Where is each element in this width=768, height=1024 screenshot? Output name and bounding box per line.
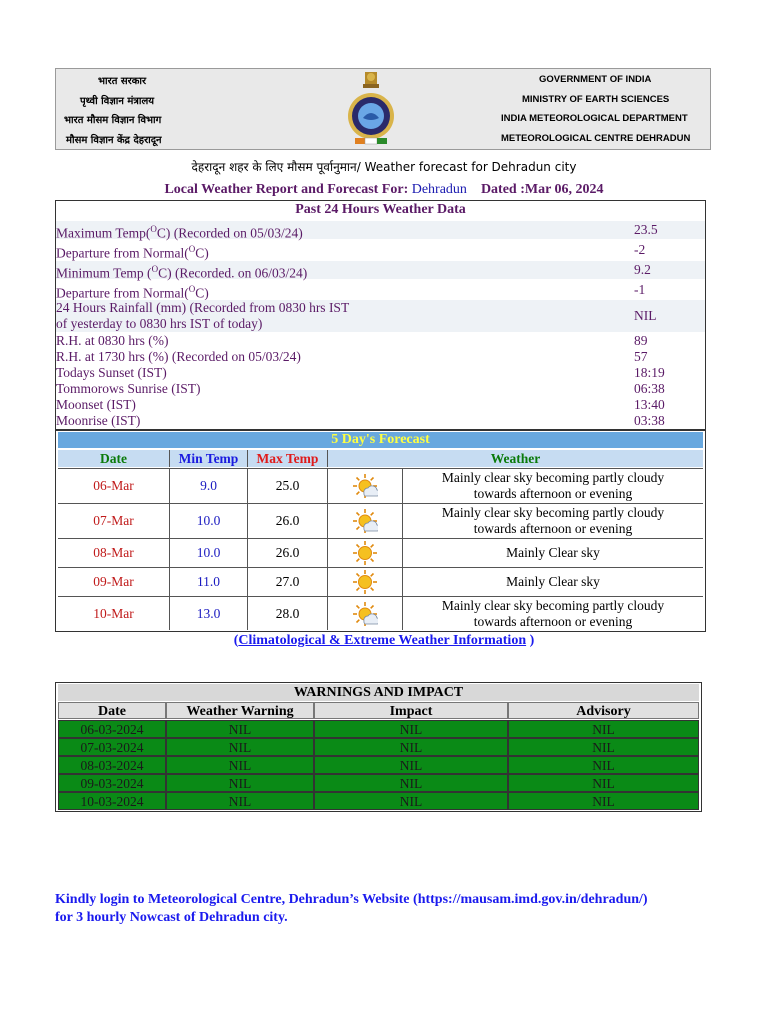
sunset-value: 18:19 [634, 365, 665, 380]
forecast-min-cell: 10.0 [170, 539, 248, 567]
forecast-row [58, 538, 703, 567]
clim-close-paren: ) [526, 633, 535, 648]
forecast-row [58, 503, 703, 538]
forecast-max-cell: 28.0 [248, 597, 328, 630]
imd-emblem-logo [345, 70, 397, 148]
warnings-cell-advisory: NIL [508, 792, 699, 810]
forecast-title: 5 Day's Forecast [58, 432, 703, 448]
min-departure-value: -1 [634, 282, 646, 297]
warnings-cell-impact: NIL [314, 774, 508, 792]
forecast-date-cell: 09-Mar [58, 568, 170, 596]
warnings-cell-date: 08-03-2024 [58, 756, 166, 774]
warnings-title: WARNINGS AND IMPACT [58, 684, 699, 701]
warnings-cell-impact: NIL [314, 720, 508, 738]
weather-text-line-2: towards afternoon or evening [473, 521, 633, 536]
forecast-row [58, 567, 703, 596]
footer-note [55, 891, 725, 927]
header-english-line-4: METEOROLOGICAL CENTRE DEHRADUN [501, 133, 691, 144]
clear-sun-icon [328, 568, 403, 596]
forecast-row [58, 468, 703, 503]
forecast-min-cell: 10.0 [170, 504, 248, 538]
climatological-link[interactable]: Climatological & Extreme Weather Information [238, 633, 527, 648]
past-row-max-departure: Departure from Normal($^O$C) -2 [56, 242, 646, 261]
warnings-cell-advisory: NIL [508, 738, 699, 756]
subtitle-english: Weather forecast for Dehradun city [360, 160, 577, 174]
past-row-min-temp: Minimum Temp ($^O$C) (Recorded. on 06/03/24) 9.2 [56, 261, 705, 279]
forecast-min-cell: 13.0 [170, 597, 248, 630]
weather-text-line-2: towards afternoon or evening [473, 613, 633, 629]
header-hindi-line-1: भारत सरकार [98, 76, 147, 87]
subtitle-separator: / [356, 160, 361, 174]
partly-cloudy-sun-icon [328, 504, 403, 538]
subtitle-hindi: देहरादून शहर के लिए मौसम पूर्वानुमान [191, 160, 357, 174]
forecast-header-max: Max Temp [248, 450, 328, 467]
forecast-weather-cell [403, 568, 703, 596]
past-row-rh-1730: R.H. at 1730 hrs (%) (Recorded on 05/03/24) 57 [56, 349, 648, 364]
forecast-date-cell: 07-Mar [58, 504, 170, 538]
forecast-date-cell: 06-Mar [58, 469, 170, 503]
forecast-header-weather: Weather [490, 451, 541, 466]
forecast-header-date: Date [58, 450, 170, 467]
past-row-sunset: Todays Sunset (IST) 18:19 [56, 365, 665, 380]
warnings-cell-advisory: NIL [508, 756, 699, 774]
warnings-cell-date: 10-03-2024 [58, 792, 166, 810]
weather-text-line-1: Mainly clear sky becoming partly cloudy [441, 470, 665, 485]
report-date: Dated :Mar 06, 2024 [480, 182, 604, 197]
partly-cloudy-sun-icon [328, 597, 403, 630]
forecast-weather-cell [403, 469, 703, 503]
report-prefix: Local Weather Report and Forecast For: [164, 182, 409, 197]
forecast-max-cell: 27.0 [248, 568, 328, 596]
past-row-sunrise: Tommorows Sunrise (IST) 06:38 [56, 381, 665, 396]
warnings-cell-warning: NIL [166, 738, 314, 756]
rainfall-value: NIL [634, 308, 657, 323]
forecast-max-cell: 26.0 [248, 504, 328, 538]
min-temp-value: 9.2 [634, 262, 651, 277]
report-title [0, 182, 768, 198]
warnings-cell-advisory: NIL [508, 720, 699, 738]
forecast-weather-cell [403, 539, 703, 567]
warnings-cell-impact: NIL [314, 738, 508, 756]
header-english-line-1: GOVERNMENT OF INDIA [539, 74, 652, 85]
report-city: Dehradun [411, 182, 467, 197]
weather-text-line-2: towards afternoon or evening [473, 486, 633, 501]
warnings-cell-impact: NIL [314, 792, 508, 810]
past-row-moonset: Moonset (IST) 13:40 [56, 397, 665, 412]
warnings-cell-date: 09-03-2024 [58, 774, 166, 792]
rh-1730-value: 57 [634, 349, 648, 364]
forecast-panel [55, 430, 706, 632]
forecast-weather-cell [403, 504, 703, 538]
weather-text-line-1: Mainly Clear sky [506, 574, 600, 589]
forecast-header-row [58, 450, 703, 467]
past-row-rainfall: 24 Hours Rainfall (mm) (Recorded from 0830 hrs IST of yesterday to 0830 hrs IST of today) NIL [56, 300, 705, 332]
warnings-cell-date: 06-03-2024 [58, 720, 166, 738]
past-row-moonrise: Moonrise (IST) 03:38 [56, 413, 665, 428]
footer-line-2: for 3 hourly Nowcast of Dehradun city. [55, 910, 288, 925]
max-temp-value: 23.5 [634, 222, 658, 237]
max-departure-value: -2 [634, 242, 646, 257]
header-hindi-line-4: मौसम विज्ञान केंद्र देहरादून [66, 135, 162, 146]
header-box [55, 68, 711, 150]
moonset-value: 13:40 [634, 397, 665, 412]
warnings-cell-advisory: NIL [508, 774, 699, 792]
forecast-max-cell: 25.0 [248, 469, 328, 503]
page-subtitle [0, 158, 768, 175]
weather-text-line-1: Mainly clear sky becoming partly cloudy [441, 597, 665, 613]
warnings-header-advisory: Advisory [508, 702, 699, 719]
weather-text-line-1: Mainly clear sky becoming partly cloudy [441, 505, 665, 520]
warnings-cell-warning: NIL [166, 720, 314, 738]
past-row-rh-0830: R.H. at 0830 hrs (%) 89 [56, 333, 648, 348]
partly-cloudy-sun-icon [328, 469, 403, 503]
warnings-header-warning: Weather Warning [166, 702, 314, 719]
past-row-max-temp: Maximum Temp($^O$C) (Recorded on 05/03/24) 23.5 [56, 221, 705, 239]
warnings-cell-warning: NIL [166, 792, 314, 810]
forecast-header-min: Min Temp [170, 450, 248, 467]
past-24-hours-panel [55, 200, 706, 430]
warnings-header-impact: Impact [314, 702, 508, 719]
header-english-line-3: INDIA METEOROLOGICAL DEPARTMENT [501, 113, 688, 124]
warnings-panel [55, 682, 702, 812]
forecast-min-cell: 11.0 [170, 568, 248, 596]
climatological-line [0, 633, 768, 649]
warnings-header-date: Date [58, 702, 166, 719]
header-hindi-line-2: पृथ्वी विज्ञान मंत्रालय [80, 96, 155, 107]
forecast-max-cell: 26.0 [248, 539, 328, 567]
forecast-min-cell: 9.0 [170, 469, 248, 503]
warnings-cell-warning: NIL [166, 756, 314, 774]
forecast-row [58, 596, 703, 630]
forecast-date-cell: 08-Mar [58, 539, 170, 567]
header-hindi-line-3: भारत मौसम विज्ञान विभाग [64, 115, 162, 126]
moonrise-value: 03:38 [634, 413, 665, 428]
clear-sun-icon [328, 539, 403, 567]
forecast-weather-cell [403, 597, 703, 630]
past-24-title: Past 24 Hours Weather Data [295, 202, 466, 217]
header-english-line-2: MINISTRY OF EARTH SCIENCES [522, 94, 670, 105]
warnings-cell-impact: NIL [314, 756, 508, 774]
sunrise-value: 06:38 [634, 381, 665, 396]
footer-line-1[interactable]: Kindly login to Meteorological Centre, Dehradun’s Website (https://mausam.imd.gov.in/dehradun/) [55, 892, 648, 907]
warnings-cell-date: 07-03-2024 [58, 738, 166, 756]
forecast-date-cell: 10-Mar [58, 597, 170, 630]
weather-text-line-1: Mainly Clear sky [506, 545, 600, 560]
rh-0830-value: 89 [634, 333, 648, 348]
past-row-min-departure: Departure from Normal($^O$C) -1 [56, 282, 646, 301]
warnings-cell-warning: NIL [166, 774, 314, 792]
clim-open-paren: ( [233, 633, 239, 648]
